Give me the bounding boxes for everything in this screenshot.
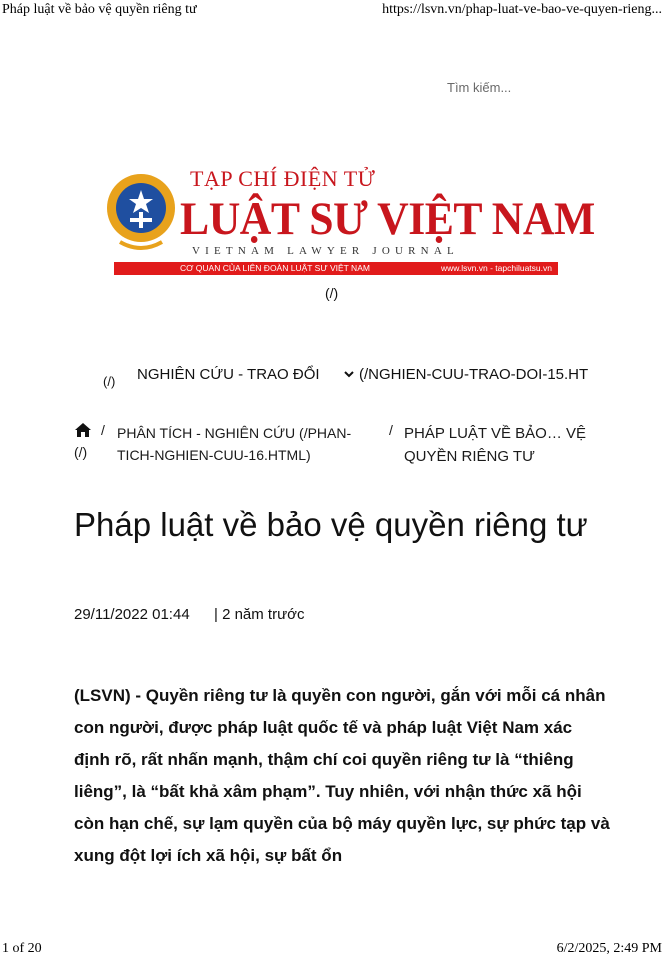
breadcrumb-separator: / (389, 422, 393, 438)
article-lead: (LSVN) - Quyền riêng tư là quyền con người, gắn với mỗi cá nhân con người, được pháp luật quốc tế và pháp luật Việt Nam xác định rõ, rất nhấn mạnh, thậm chí coi quyền riêng tư là “thiêng liêng”, là “bất khả xâm phạm”. Tuy nhiên, với nhận thức xã hội còn hạn chế, sự lạm quyền của bộ máy quyền lực, sự phức tạp và xung đột lợi ích xã hội, sự bất ổn (74, 686, 610, 865)
nav-home-link[interactable]: (/) (103, 374, 116, 389)
article-relative-time: | 2 năm trước (214, 606, 305, 623)
article-date: 29/11/2022 01:44 (74, 606, 190, 623)
page-counter: 1 of 20 (2, 941, 42, 956)
home-icon[interactable] (74, 422, 92, 438)
logo-bar-left-text: CƠ QUAN CỦA LIÊN ĐOÀN LUẬT SƯ VIỆT NAM (180, 263, 370, 273)
breadcrumb-separator: / (101, 422, 105, 438)
breadcrumb-category[interactable]: PHÂN TÍCH - NGHIÊN CỨU (/PHAN-TICH-NGHIEN-CUU-16.HTML) (117, 425, 352, 463)
logo-link-url[interactable]: (/) (325, 285, 339, 301)
print-timestamp: 6/2/2025, 2:49 PM (556, 941, 662, 956)
print-header-title: Pháp luật về bảo vệ quyền riêng tư (2, 2, 197, 17)
site-logo[interactable] (106, 166, 595, 278)
vbf-emblem-icon (106, 168, 176, 254)
logo-line-1: TẠP CHÍ ĐIỆN TỬ (190, 166, 376, 191)
logo-red-bar (114, 262, 558, 275)
nav-section-label[interactable]: NGHIÊN CỨU - TRAO ĐỔI (137, 366, 320, 383)
print-header-url[interactable]: https://lsvn.vn/phap-luat-ve-bao-ve-quyen-rieng... (382, 2, 662, 17)
article-title: Pháp luật về bảo vệ quyền riêng tư (74, 506, 588, 543)
breadcrumb-current: PHÁP LUẬT VỀ BẢO… VỆ QUYỀN RIÊNG TƯ (404, 425, 587, 465)
search-input[interactable]: Tìm kiếm... (447, 80, 512, 95)
breadcrumb-home-url[interactable]: (/) (74, 444, 88, 460)
chevron-down-icon[interactable] (343, 367, 355, 381)
logo-bar-right-text: www.lsvn.vn - tapchiluatsu.vn (440, 263, 552, 273)
logo-line-3: VIETNAM LAWYER JOURNAL (192, 245, 459, 257)
nav-section-url[interactable]: (/NGHIEN-CUU-TRAO-DOI-15.HT (359, 366, 589, 383)
logo-line-2: LUẬT SƯ VIỆT NAM (180, 193, 595, 245)
